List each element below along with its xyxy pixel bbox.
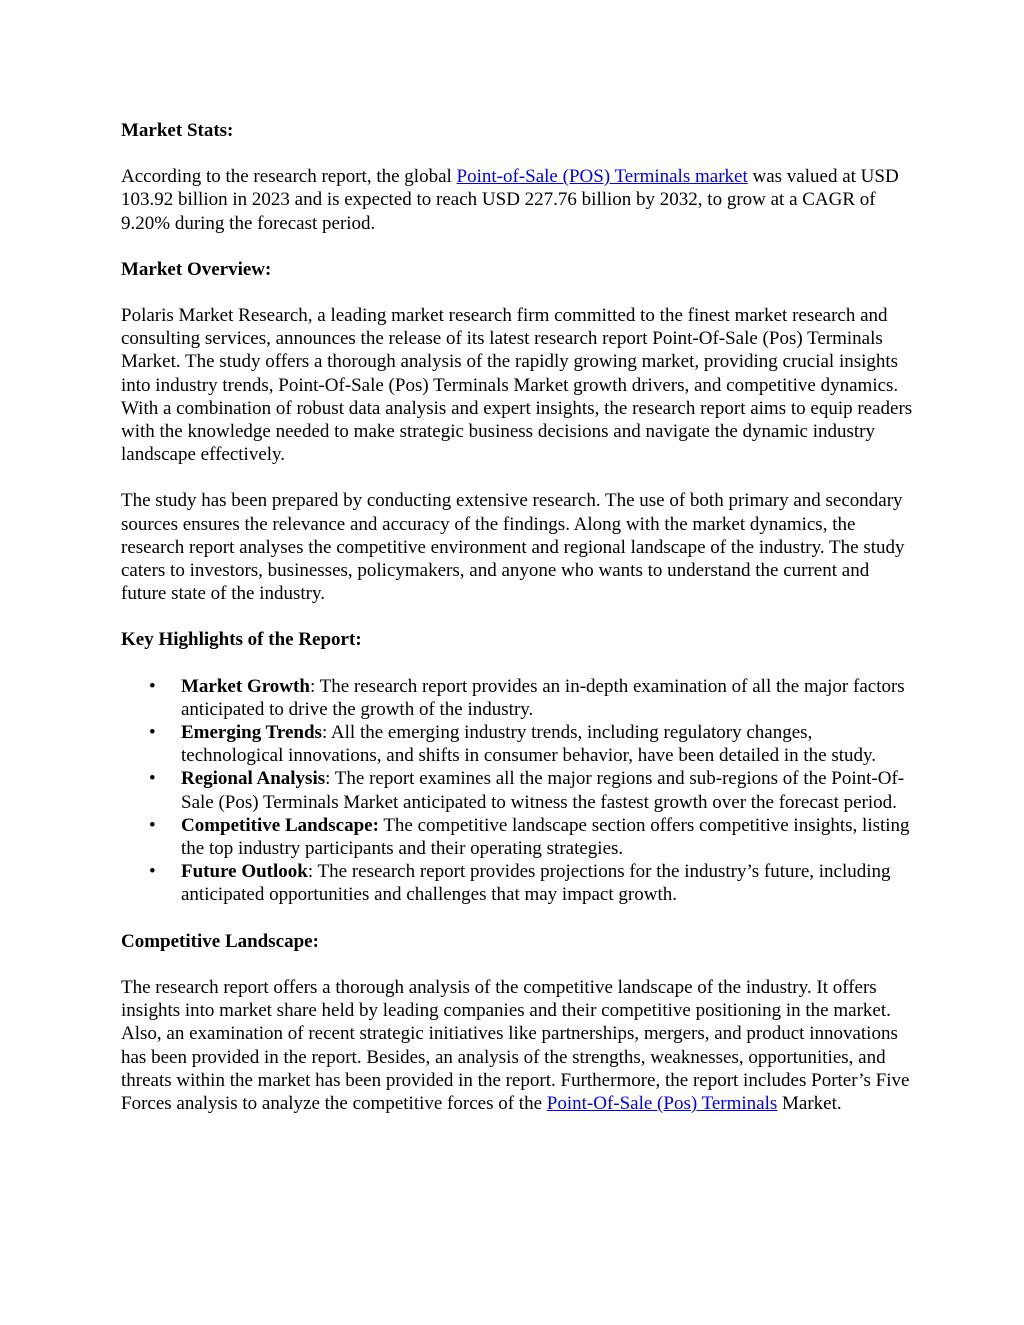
bullet-icon: • [149,814,156,836]
list-item-text: : All the emerging industry trends, including regulatory changes, technological innovations, and shifts in consumer behavior, have been detailed in the study. [181,722,877,767]
market-stats-text-after: was valued at USD 103.92 billion in 2023 and is expected to reach USD 227.76 billion by 2032, to grow at a CAGR of 9.20% during the forecast period. [121,166,899,234]
list-item [149,767,914,813]
list-item-text: The competitive landscape section offers competitive insights, listing the top industry participants and their operating strategies. [181,814,910,860]
key-highlights-heading: Key Highlights of the Report: [121,629,362,651]
market-overview-paragraph-1: Polaris Market Research, a leading market research firm committed to the finest market research and consulting services, announces the release of its latest research report Point-Of-Sale (Pos) Terminals Market. The study offers a thorough analysis of the rapidly growing market, providing crucial insights into industry trends, Point-Of-Sale (Pos) Terminals Market growth drivers, and competitive dynamics. With a combination of robust data analysis and expert insights, the research report aims to equip readers with the knowledge needed to make strategic business decisions and navigate the dynamic industry landscape effectively. [121,305,913,466]
market-overview-paragraph-2: The study has been prepared by conducting extensive research. The use of both primary and secondary sources ensures the relevance and accuracy of the findings. Along with the market dynamics, the research report analyses the competitive environment and regional landscape of the industry. The study caters to investors, businesses, policymakers, and anyone who wants to understand the current and future state of the industry. [121,490,905,605]
pos-terminals-link[interactable]: Point-Of-Sale (Pos) Terminals [546,1092,778,1114]
pos-terminals-market-link[interactable]: Point-of-Sale (POS) Terminals market [456,166,748,188]
bullet-icon: • [149,722,156,744]
bullet-icon: • [149,861,156,883]
market-stats-paragraph [121,165,914,235]
list-item-term: Competitive Landscape: [181,814,379,836]
list-item-term: Regional Analysis [181,768,326,790]
list-item [149,814,914,860]
market-stats-text-before: According to the research report, the global [121,166,457,188]
list-item-text: : The research report provides projections for the industry’s future, including anticipated opportunities and challenges that may impact growth. [181,861,891,906]
key-highlights-list [121,675,914,907]
competitive-landscape-text-after: Market. [777,1092,842,1114]
bullet-icon: • [149,768,156,790]
list-item-term: Market Growth [181,675,310,697]
bullet-icon: • [149,675,156,697]
list-item-text: : The report examines all the major regions and sub-regions of the Point-Of-Sale (Pos) Terminals Market anticipated to witness the fastest growth over the forecast period. [181,768,905,813]
competitive-landscape-text-before: The research report offers a thorough analysis of the competitive landscape of the industry. It offers insights into market share held by leading companies and their competitive positioning in the market. Also, an examination of recent strategic initiatives like partnerships, mergers, and product innovations has been provided in the report. Besides, an analysis of the strengths, weaknesses, opportunities, and threats within the market has been provided in the report. Furthermore, the report includes Porter’s Five Forces analysis to analyze the competitive forces of the [121,976,910,1114]
market-stats-heading: Market Stats: [121,120,234,141]
competitive-landscape-heading: Competitive Landscape: [121,930,319,952]
list-item-text: : The research report provides an in-depth examination of all the major factors anticipated to drive the growth of the industry. [181,675,905,720]
list-item [149,860,914,906]
market-overview-heading: Market Overview: [121,258,272,280]
list-item-term: Emerging Trends [181,722,322,744]
list-item [149,675,914,721]
competitive-landscape-paragraph [121,976,914,1115]
list-item [149,721,914,767]
list-item-term: Future Outlook [181,861,308,883]
